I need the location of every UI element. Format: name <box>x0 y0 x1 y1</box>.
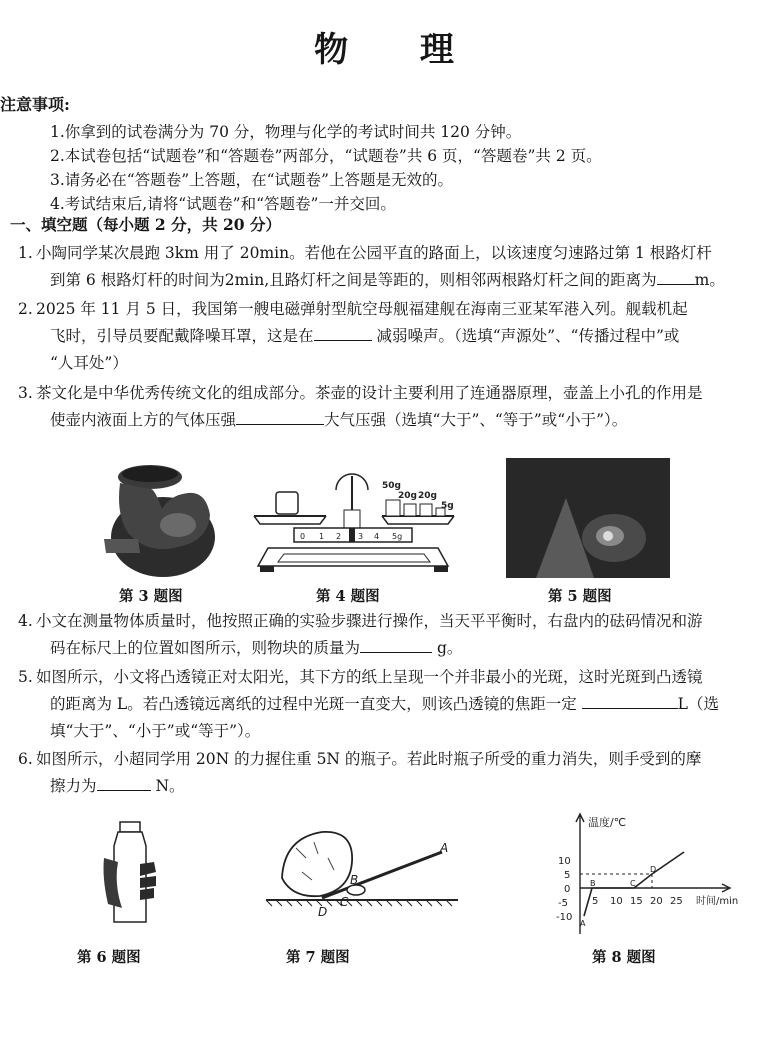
graph-point-label: B <box>590 879 596 888</box>
answer-blank <box>360 638 432 653</box>
weight-label: 5g <box>441 501 454 511</box>
question-1 <box>0 240 752 294</box>
point-label: B <box>350 873 359 887</box>
x-axis-label: 时间/min <box>696 896 739 907</box>
point-label: A <box>440 841 449 855</box>
graph-point-label: A <box>580 919 586 928</box>
question-6 <box>0 746 752 800</box>
question-text: 如图所示，小超同学用 20N 的力握住重 5N 的瓶子。若此时瓶子所受的重力消失，则手受到的摩 <box>36 750 702 768</box>
figure-4-caption: 第 4 题图 <box>316 588 380 605</box>
question-5 <box>0 664 752 745</box>
answer-blank <box>236 410 324 425</box>
graph-point-label: D <box>650 865 657 874</box>
teapot-figure <box>98 455 228 580</box>
question-3 <box>0 380 752 434</box>
y-tick: 5 <box>564 870 571 881</box>
figure-5-caption: 第 5 题图 <box>548 588 612 605</box>
lever-figure <box>262 828 462 928</box>
bottle-figure <box>100 818 160 928</box>
question-text: 填“大于”、“小于”或“等于”）。 <box>50 722 261 740</box>
notice-item: 4.考试结束后,请将“试题卷”和“答题卷”一并交回。 <box>50 195 396 213</box>
weight-label: 20g <box>418 491 437 501</box>
scale-tick: 3 <box>358 532 364 541</box>
scale-tick: 1 <box>319 532 325 541</box>
answer-blank <box>97 776 151 791</box>
temperature-graph <box>556 812 746 938</box>
question-text: 小文在测量物体质量时，他按照正确的实验步骤进行操作，当天平平衡时，右盘内的砝码情况和游 <box>36 612 703 630</box>
question-text: 到第 6 根路灯杆的时间为2min,且路灯杆之间是等距的，则相邻两根路灯杆之间的距离为 m。 <box>50 271 725 289</box>
y-tick: -5 <box>558 898 568 909</box>
y-tick: 10 <box>558 856 571 867</box>
question-text: 擦力为 N。 <box>50 777 185 795</box>
question-text: “人耳处”） <box>50 354 128 372</box>
graph-point-label: C <box>630 879 636 888</box>
point-label: C <box>340 895 349 909</box>
figure-3-caption: 第 3 题图 <box>119 588 183 605</box>
weight-label: 20g <box>398 491 417 501</box>
question-text: 的距离为 L。若凸透镜远离纸的过程中光斑一直变大，则该凸透镜的焦距一定 L（选 <box>50 695 719 713</box>
y-axis-label: 温度/℃ <box>588 816 627 829</box>
balance-figure <box>248 470 468 580</box>
question-number: 3. <box>18 384 33 402</box>
question-text: 小陶同学某次晨跑 3km 用了 20min。若他在公园平直的路面上，以该速度匀速路过第 1 根路灯杆 <box>36 244 712 262</box>
question-text: 如图所示，小文将凸透镜正对太阳光，其下方的纸上呈现一个并非最小的光斑，这时光斑到凸透镜 <box>36 668 703 686</box>
weight-label: 50g <box>382 481 401 491</box>
question-4 <box>0 608 752 662</box>
question-text: 飞时，引导员要配戴降噪耳罩，这是在 减弱噪声。（选填“声源处”、“传播过程中”或 <box>50 327 680 345</box>
page-title: 物 理 <box>314 30 484 70</box>
x-tick: 20 <box>650 896 663 907</box>
lens-photo-figure <box>506 458 670 578</box>
notice-item: 2.本试卷包括“试题卷”和“答题卷”两部分，“试题卷”共 6 页，“答题卷”共 2 页。 <box>50 147 602 165</box>
question-text: 2025 年 11 月 5 日，我国第一艘电磁弹射型航空母舰福建舰在海南三亚某军港入列。舰载机起 <box>36 300 688 318</box>
scale-tick: 5g <box>392 532 403 541</box>
question-number: 6. <box>18 750 33 768</box>
question-number: 1. <box>18 244 33 262</box>
question-number: 5. <box>18 668 33 686</box>
figure-7-caption: 第 7 题图 <box>286 949 350 966</box>
figure-6-caption: 第 6 题图 <box>77 949 141 966</box>
question-number: 2. <box>18 300 33 318</box>
notice-item: 1.你拿到的试卷满分为 70 分，物理与化学的考试时间共 120 分钟。 <box>50 123 522 141</box>
scale-tick: 0 <box>300 532 306 541</box>
question-number: 4. <box>18 612 33 630</box>
y-tick: 0 <box>564 884 571 895</box>
x-tick: 25 <box>670 896 683 907</box>
question-2 <box>0 296 752 377</box>
x-tick: 10 <box>610 896 623 907</box>
point-label: D <box>318 905 328 919</box>
question-text: 茶文化是中华优秀传统文化的组成部分。茶壶的设计主要利用了连通器原理，壶盖上小孔的作用是 <box>36 384 703 402</box>
x-tick: 5 <box>592 896 599 907</box>
y-tick: -10 <box>556 912 573 923</box>
scale-tick: 4 <box>374 532 380 541</box>
question-text: 码在标尺上的位置如图所示，则物块的质量为 g。 <box>50 639 463 657</box>
notice-heading: 注意事项: <box>0 95 70 114</box>
section-heading: 一、填空题（每小题 2 分，共 20 分） <box>10 215 281 234</box>
answer-blank <box>314 326 372 341</box>
notice-item: 3.请务必在“答题卷”上答题，在“试题卷”上答题是无效的。 <box>50 171 453 189</box>
scale-tick: 2 <box>336 532 342 541</box>
x-tick: 15 <box>630 896 643 907</box>
question-text: 使壶内液面上方的气体压强 大气压强（选填“大于”、“等于”或“小于”）。 <box>50 411 628 429</box>
answer-blank <box>657 270 695 285</box>
figure-8-caption: 第 8 题图 <box>592 949 656 966</box>
answer-blank <box>582 694 678 709</box>
